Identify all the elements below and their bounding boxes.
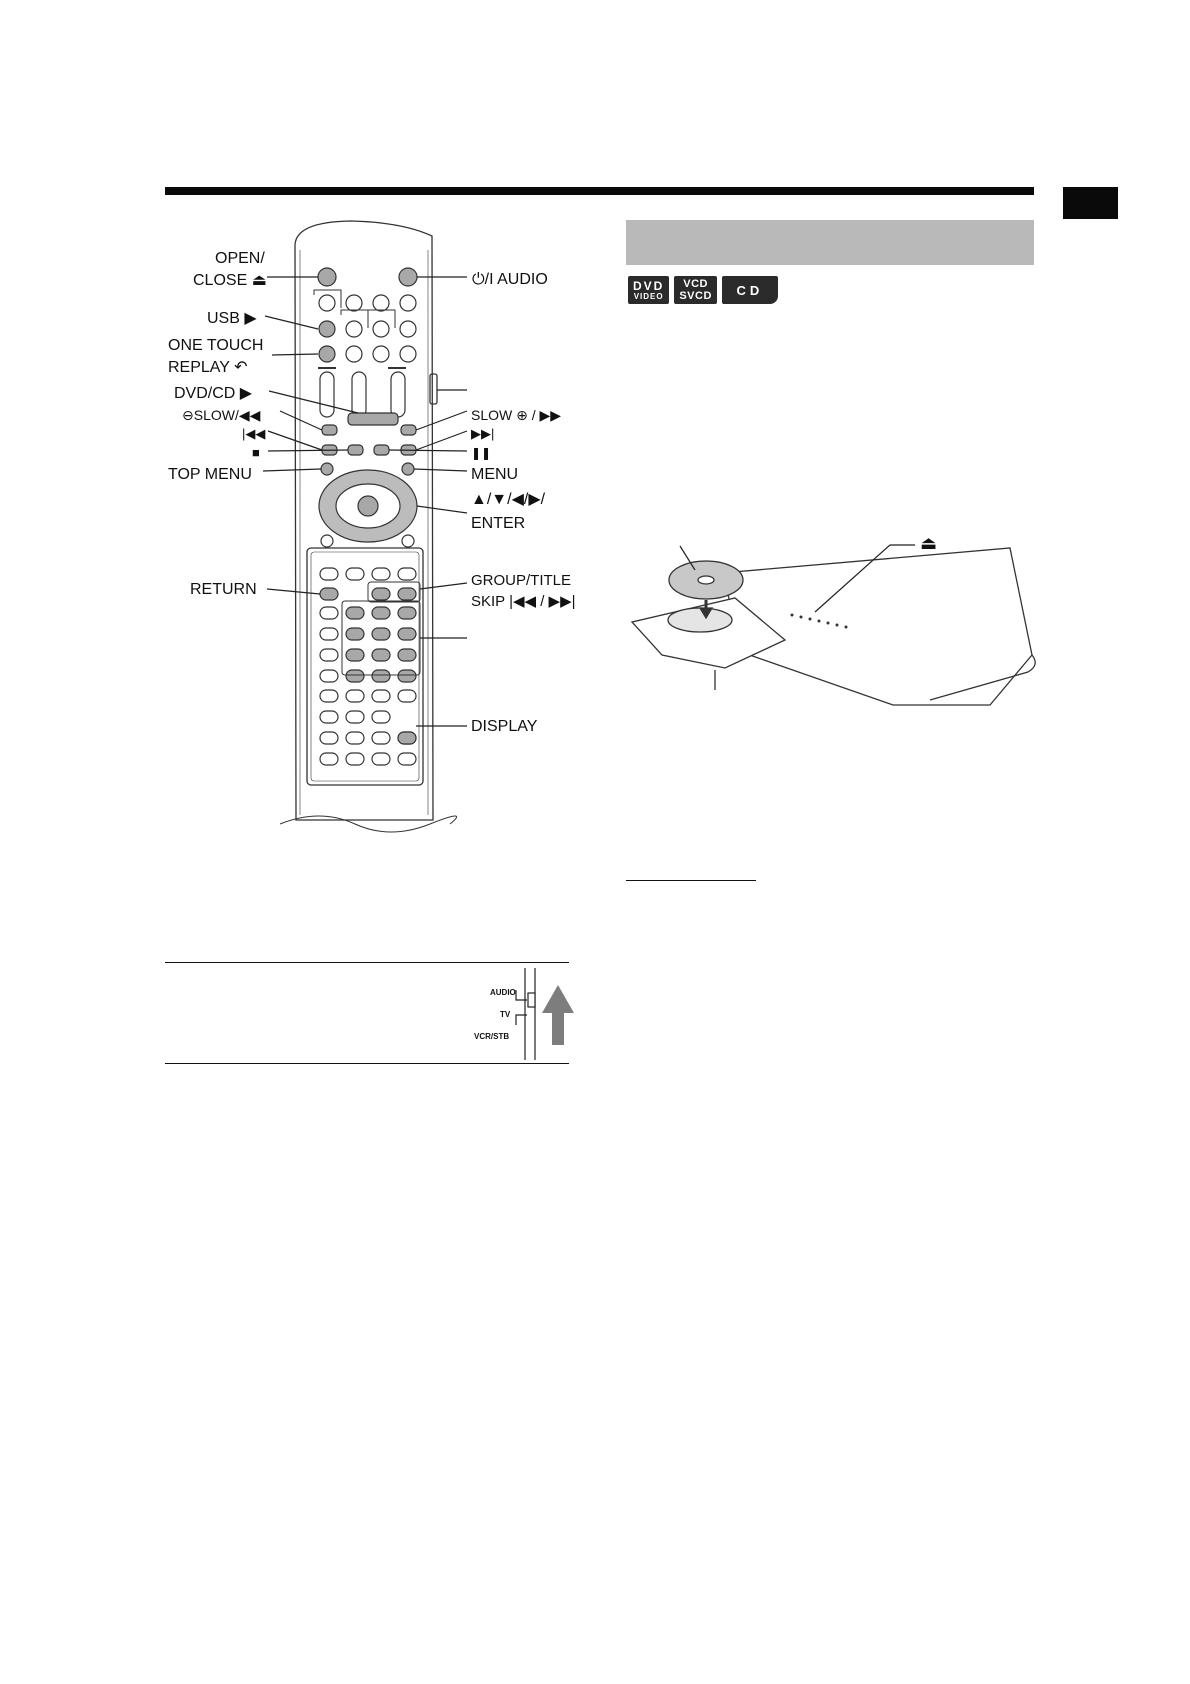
switch-label-tv: TV [500, 1010, 511, 1019]
eject-icon: ⏏ [920, 533, 938, 553]
switch-box-top-rule [165, 962, 569, 963]
switch-label-vcr-stb: VCR/STB [474, 1032, 510, 1041]
label-group-title: GROUP/TITLE [471, 572, 572, 589]
label-return: RETURN [190, 581, 257, 598]
vcd-svcd-badge: VCD SVCD [674, 276, 717, 304]
menu-button [402, 463, 414, 475]
label-dvd-cd: DVD/CD ▶ [174, 385, 253, 402]
dvd-cd-button [348, 413, 398, 425]
label-close: CLOSE ⏏ [193, 272, 267, 289]
label-usb: USB ▶ [207, 310, 257, 327]
open-close-button [318, 268, 336, 286]
note-rule [626, 880, 756, 881]
dvd-video-badge: DVD VIDEO [628, 276, 669, 304]
dvd-player-illustration [632, 548, 1035, 705]
label-cursor: ▲/▼/◀/▶/ [471, 491, 546, 508]
label-slow-rev: ⊖SLOW/◀◀ [182, 407, 261, 423]
section-header-bar [626, 220, 1034, 265]
label-next: ▶▶| [471, 426, 495, 441]
label-replay: REPLAY ↶ [168, 359, 248, 376]
power-audio-button [399, 268, 417, 286]
label-menu: MENU [471, 466, 519, 483]
label-slow-fwd: SLOW ⊕ / ▶▶ [471, 407, 562, 423]
label-pause: ❚❚ [471, 446, 492, 460]
label-skip: SKIP |◀◀ / ▶▶| [471, 593, 576, 610]
top-menu-button [321, 463, 333, 475]
label-top-menu: TOP MENU [168, 466, 252, 483]
usb-button [319, 321, 335, 337]
switch-box-bottom-rule [165, 1063, 569, 1064]
label-open-close: OPEN/ [215, 250, 265, 267]
return-button [320, 588, 338, 600]
enter-button [358, 496, 378, 516]
one-touch-replay-button [319, 346, 335, 362]
label-power-audio: ⏻/I AUDIO [472, 271, 548, 288]
label-display: DISPLAY [471, 718, 538, 735]
label-one-touch: ONE TOUCH [168, 337, 264, 354]
label-enter: ENTER [471, 515, 526, 532]
up-arrow-icon [542, 985, 574, 1045]
disc-type-badges [628, 276, 778, 304]
label-prev: |◀◀ [242, 426, 266, 441]
label-stop: ■ [252, 445, 260, 460]
cd-badge: CD [722, 276, 778, 304]
switch-label-audio: AUDIO [490, 988, 516, 997]
